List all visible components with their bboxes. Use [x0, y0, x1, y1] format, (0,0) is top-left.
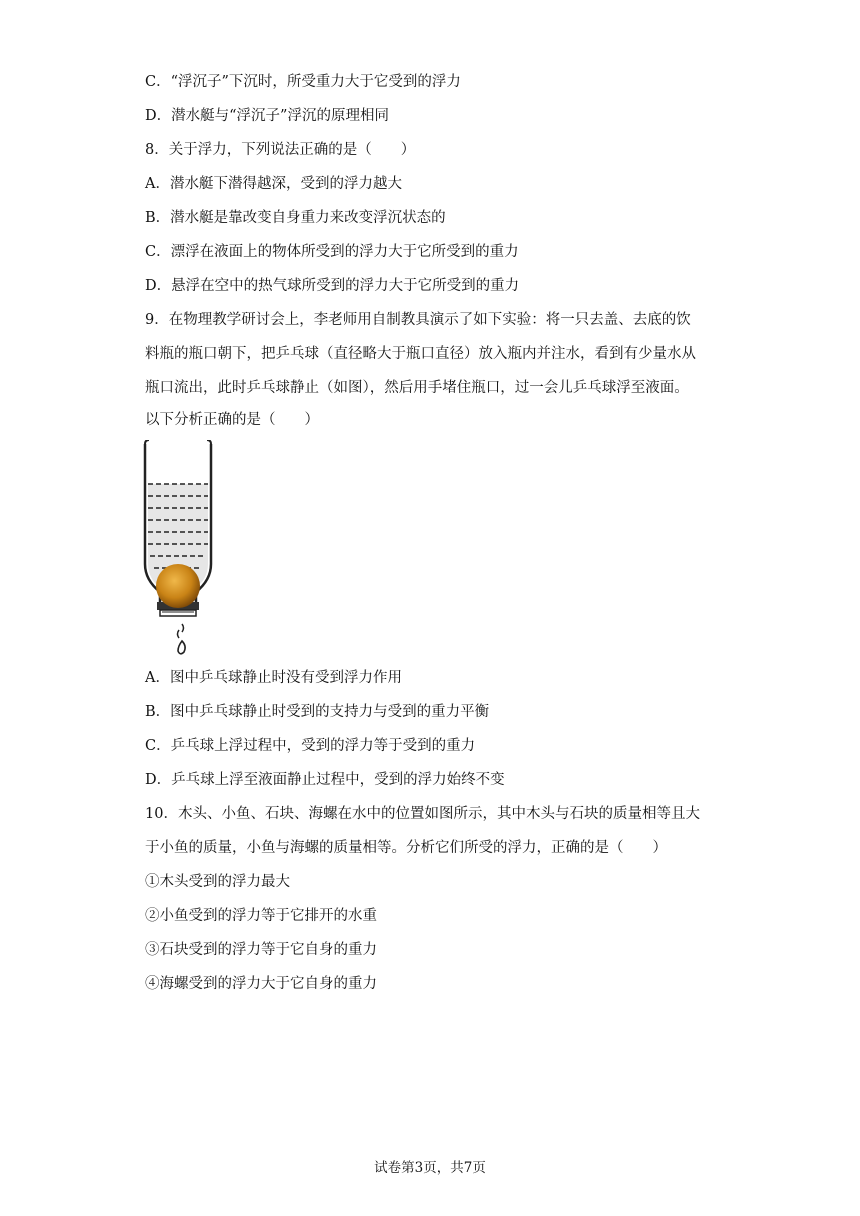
line-q8-option-b: B．潜水艇是靠改变自身重力来改变浮沉状态的: [145, 210, 446, 226]
line-q8-option-d: D．悬浮在空中的热气球所受到的浮力大于它所受到的重力: [145, 278, 520, 294]
line-q8-stem: 8．关于浮力，下列说法正确的是（ ）: [145, 142, 416, 158]
line-q9-option-a: A．图中乒乓球静止时没有受到浮力作用: [145, 670, 402, 686]
line-q9-option-d: D．乒乓球上浮至液面静止过程中，受到的浮力始终不变: [145, 772, 505, 788]
line-q9-stem-1: 9．在物理教学研讨会上，李老师用自制教具演示了如下实验：将一只去盖、去底的饮: [145, 312, 691, 328]
line-q9-stem-2: 料瓶的瓶口朝下，把乒乓球（直径略大于瓶口直径）放入瓶内并注水，看到有少量水从: [145, 346, 696, 362]
bottle-pingpong-figure: [138, 440, 218, 658]
line-q7-option-d: D．潜水艇与“浮沉子”浮沉的原理相同: [145, 108, 389, 124]
line-q10-statement-3: ③石块受到的浮力等于它自身的重力: [145, 942, 377, 958]
line-q9-stem-4: 以下分析正确的是（ ）: [145, 412, 319, 428]
line-q9-option-b: B．图中乒乓球静止时受到的支持力与受到的重力平衡: [145, 704, 490, 720]
line-q10-stem-1: 10．木头、小鱼、石块、海螺在水中的位置如图所示，其中木头与石块的质量相等且大: [145, 806, 700, 822]
line-q9-stem-3: 瓶口流出，此时乒乓球静止（如图），然后用手堵住瓶口，过一会儿乒乓球浮至液面。: [145, 380, 689, 396]
line-q10-stem-2: 于小鱼的质量，小鱼与海螺的质量相等。分析它们所受的浮力，正确的是（ ）: [145, 840, 667, 856]
line-q10-statement-1: ①木头受到的浮力最大: [145, 874, 290, 890]
line-q8-option-c: C．漂浮在液面上的物体所受到的浮力大于它所受到的重力: [145, 244, 519, 260]
line-q9-option-c: C．乒乓球上浮过程中，受到的浮力等于受到的重力: [145, 738, 476, 754]
line-q7-option-c: C．“浮沉子”下沉时，所受重力大于它受到的浮力: [145, 74, 461, 90]
page-footer: 试卷第3页，共7页: [374, 1160, 486, 1176]
line-q10-statement-2: ②小鱼受到的浮力等于它排开的水重: [145, 908, 377, 924]
line-q10-statement-4: ④海螺受到的浮力大于它自身的重力: [145, 976, 377, 992]
line-q8-option-a: A．潜水艇下潜得越深，受到的浮力越大: [145, 176, 402, 192]
